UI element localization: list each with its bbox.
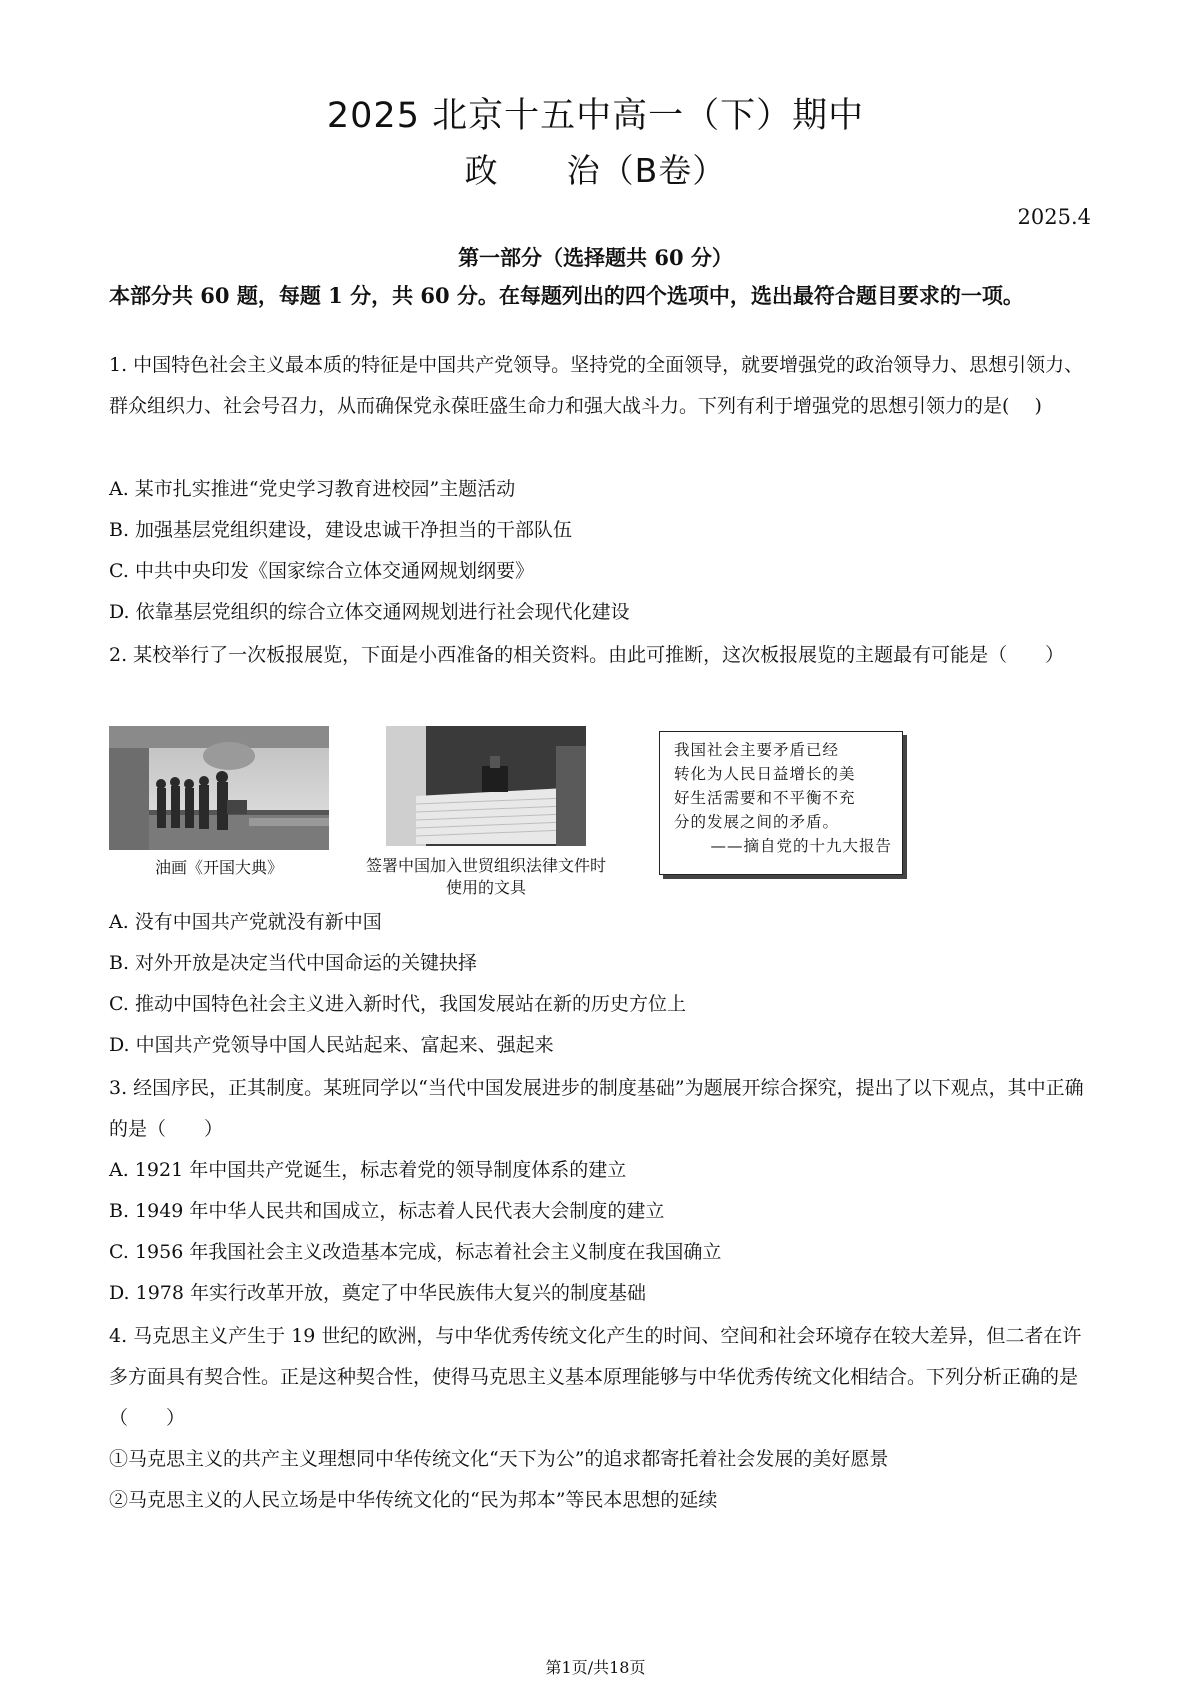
q4-statement-2: ②马克思主义的人民立场是中华传统文化的“民为邦本”等民本思想的延续	[109, 1489, 718, 1511]
report-quote-box	[659, 731, 903, 875]
q3-option-a: A. 1921 年中国共产党诞生，标志着党的领导制度体系的建立	[109, 1159, 627, 1181]
quote-line: 转化为人民日益增长的美	[674, 765, 856, 783]
quote-line: 分的发展之间的矛盾。	[674, 813, 840, 831]
exam-title: 2025 北京十五中高一（下）期中	[326, 96, 865, 136]
caption-stationery: 签署中国加入世贸组织法律文件时使用的文具	[366, 856, 607, 897]
q2-option-c: C. 推动中国特色社会主义进入新时代，我国发展站在新的历史方位上	[109, 993, 686, 1015]
exam-subject: 政 治（B卷）	[464, 151, 727, 190]
q1-option-a: A. 某市扎实推进“党史学习教育进校园”主题活动	[109, 478, 516, 500]
q1-stem: 1. 中国特色社会主义最本质的特征是中国共产党领导。坚持党的全面领导，就要增强党的政治领导力、思想引领力、群众组织力、社会号召力，从而确保党永葆旺盛生命力和强大战斗力。下列有利于增强党的思想引领力的是( )	[109, 354, 1084, 417]
q2-option-d: D. 中国共产党领导中国人民站起来、富起来、强起来	[109, 1034, 554, 1056]
q2-stem: 2. 某校举行了一次板报展览，下面是小西准备的相关资料。由此可推断，这次板报展览的主题最有可能是（ ）	[109, 644, 1065, 666]
wto-signing-stationery-photo	[386, 726, 586, 846]
quote-source: ——摘自党的十九大报告	[710, 837, 892, 855]
caption-painting: 油画《开国大典》	[154, 858, 283, 877]
q1-option-b: B. 加强基层党组织建设，建设忠诚干净担当的干部队伍	[109, 519, 573, 541]
quote-line: 我国社会主要矛盾已经	[674, 741, 840, 759]
q2-option-a: A. 没有中国共产党就没有新中国	[109, 911, 382, 933]
founding-ceremony-painting	[109, 726, 329, 850]
quote-line: 好生活需要和不平衡不充	[674, 789, 856, 807]
part-heading: 第一部分（选择题共 60 分）	[458, 245, 733, 270]
q4-stem: 4. 马克思主义产生于 19 世纪的欧洲，与中华优秀传统文化产生的时间、空间和社会环境存在较大差异，但二者在许多方面具有契合性。正是这种契合性，使得马克思主义基本原理能够与中华优秀传统文化相结合。下列分析正确的是（ ）	[109, 1325, 1082, 1429]
q1-option-d: D. 依靠基层党组织的综合立体交通网规划进行社会现代化建设	[109, 601, 630, 623]
q3-stem: 3. 经国序民，正其制度。某班同学以“当代中国发展进步的制度基础”为题展开综合探究，提出了以下观点，其中正确的是（ ）	[109, 1077, 1084, 1140]
q2-option-b: B. 对外开放是决定当代中国命运的关键抉择	[109, 952, 478, 974]
q3-option-d: D. 1978 年实行改革开放，奠定了中华民族伟大复兴的制度基础	[109, 1282, 647, 1304]
q3-option-c: C. 1956 年我国社会主义改造基本完成，标志着社会主义制度在我国确立	[109, 1241, 722, 1263]
page-number: 第1页/共18页	[545, 1658, 646, 1677]
exam-date: 2025.4	[1017, 205, 1091, 229]
q4-statement-1: ①马克思主义的共产主义理想同中华传统文化“天下为公”的追求都寄托着社会发展的美好愿景	[109, 1448, 889, 1470]
q1-option-c: C. 中共中央印发《国家综合立体交通网规划纲要》	[109, 560, 534, 582]
q3-option-b: B. 1949 年中华人民共和国成立，标志着人民代表大会制度的建立	[109, 1200, 665, 1222]
part-instructions: 本部分共 60 题，每题 1 分，共 60 分。在每题列出的四个选项中，选出最符合题目要求的一项。	[109, 283, 1024, 308]
